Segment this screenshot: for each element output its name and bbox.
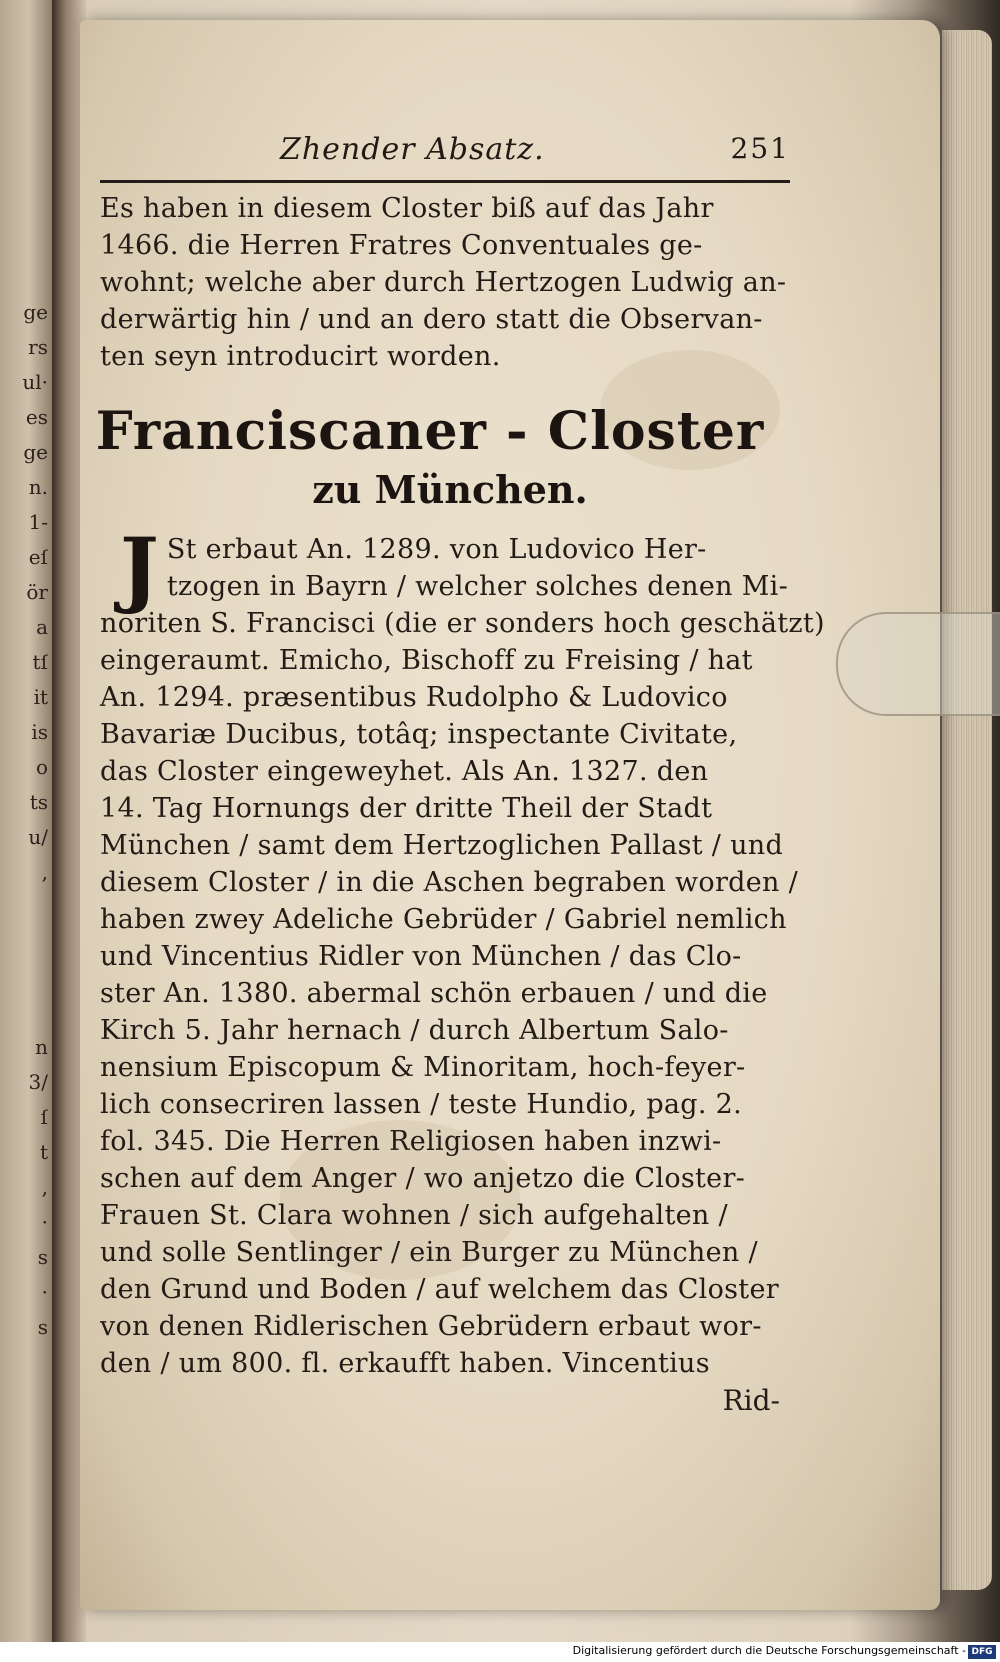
left-facing-page [0, 0, 54, 1662]
left-fragment: , [41, 1175, 48, 1199]
left-fragment: o [35, 755, 48, 779]
left-fragment: ul· [22, 370, 48, 394]
text-line: ten seyn introducirt worden. [100, 341, 501, 372]
left-fragment [4, 895, 48, 930]
left-fragment: t [39, 1140, 48, 1164]
running-head: Zhender Absatz. [280, 132, 545, 167]
page-text [95, 190, 825, 1419]
text-line: schen auf dem Anger / wo anjetzo die Closter- [100, 1163, 746, 1194]
paragraph-1 [100, 190, 800, 375]
left-fragment: it [33, 685, 48, 709]
text-line: haben zwey Adeliche Gebrüder / Gabriel nemlich [100, 904, 787, 935]
left-fragment: ge [23, 440, 48, 464]
left-fragment [4, 965, 48, 1000]
text-line: und solle Sentlinger / ein Burger zu München / [100, 1237, 758, 1268]
left-fragment: ts [29, 790, 48, 814]
text-line: eingeraumt. Emicho, Bischoff zu Freising / hat [100, 645, 753, 676]
left-fragment: es [25, 405, 48, 429]
left-fragment: n. [28, 475, 48, 499]
text-line: St erbaut An. 1289. von Ludovico Her- [166, 534, 707, 565]
text-line: ster An. 1380. abermal schön erbauen / und die [100, 978, 768, 1009]
text-line: Frauen St. Clara wohnen / sich aufgehalten / [100, 1200, 728, 1231]
dfg-logo: DFG [968, 1645, 996, 1659]
text-line: lich consecriren lassen / teste Hundio, pag. 2. [100, 1089, 743, 1120]
left-fragment: tſ [32, 650, 48, 674]
left-fragment: eſ [28, 545, 48, 569]
left-fragment: , [41, 860, 48, 884]
text-line: 1466. die Herren Fratres Conventuales ge- [100, 230, 703, 261]
text-line: von denen Ridlerischen Gebrüdern erbaut wor- [100, 1311, 762, 1342]
left-fragment: s [37, 1245, 48, 1269]
paragraph-2 [100, 521, 825, 1382]
page-edges [942, 30, 992, 1590]
left-page-text-fragments [4, 300, 48, 1350]
left-fragment: s [37, 1315, 48, 1339]
left-fragment: · [41, 1280, 48, 1304]
header-rule [100, 180, 790, 183]
left-fragment [4, 1000, 48, 1035]
text-line: wohnt; welche aber durch Hertzogen Ludwig an- [100, 267, 787, 298]
text-line: Bavariæ Ducibus, totâq; inspectante Civitate, [100, 719, 738, 750]
left-fragment: n [35, 1035, 48, 1059]
left-fragment: a [36, 615, 48, 639]
left-fragment: ör [26, 580, 48, 604]
left-fragment: 1- [28, 510, 48, 534]
text-line: den / um 800. fl. erkaufft haben. Vincentius [100, 1348, 710, 1379]
left-fragment: 3/ [28, 1070, 48, 1094]
text-line: den Grund und Boden / auf welchem das Closter [100, 1274, 779, 1305]
text-line: Kirch 5. Jahr hernach / durch Albertum Salo- [100, 1015, 729, 1046]
text-line: Es haben in diesem Closter biß auf das Jahr [100, 193, 714, 224]
left-fragment [4, 930, 48, 965]
bookmark-strip [836, 612, 1000, 716]
text-line: noriten S. Francisci (die er sonders hoch geschätzt) [100, 608, 825, 639]
section-title: Franciscaner - Closter [95, 401, 765, 462]
text-line: tzogen in Bayrn / welcher solches denen Mi- [166, 571, 789, 602]
catchword: Rid- [722, 1384, 780, 1417]
digitization-credit: Digitalisierung gefördert durch die Deutsche Forschungsgemeinschaft - [572, 1644, 966, 1657]
text-line: nensium Episcopum & Minoritam, hoch-feyer- [100, 1052, 746, 1083]
text-line: das Closter eingeweyhet. Als An. 1327. den [100, 756, 709, 787]
left-fragment: rs [28, 335, 48, 359]
section-subtitle: zu München. [312, 467, 588, 512]
text-line: An. 1294. præsentibus Rudolpho & Ludovico [100, 682, 728, 713]
text-line: und Vincentius Ridler von München / das Clo- [100, 941, 742, 972]
left-fragment: u/ [28, 825, 48, 849]
left-fragment: is [31, 720, 48, 744]
page-header [100, 130, 790, 180]
page-number: 251 [730, 132, 790, 165]
left-fragment: ſ [40, 1105, 48, 1129]
text-line: München / samt dem Hertzoglichen Pallast / und [100, 830, 784, 861]
left-fragment: · [41, 1210, 48, 1234]
left-fragment: ge [23, 300, 48, 324]
text-line: derwärtig hin / und an dero statt die Observan- [100, 304, 763, 335]
text-line: 14. Tag Hornungs der dritte Theil der Stadt [100, 793, 713, 824]
text-line: fol. 345. Die Herren Religiosen haben inzwi- [100, 1126, 722, 1157]
drop-cap: J [120, 521, 159, 617]
text-line: diesem Closter / in die Aschen begraben worden / [100, 867, 799, 898]
